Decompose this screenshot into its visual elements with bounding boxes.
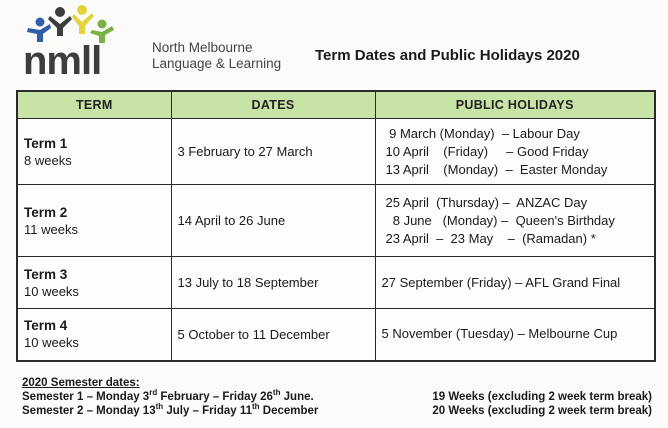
table-row (17, 309, 655, 361)
term-weeks: 11 weeks (24, 221, 78, 237)
dates-cell: 14 April to 26 June (171, 185, 375, 257)
term-weeks: 10 weeks (24, 335, 79, 351)
column-header-public-holidays: PUBLIC HOLIDAYS (375, 91, 655, 119)
dates-cell: 3 February to 27 March (171, 119, 375, 185)
page-header (0, 0, 668, 88)
nmll-logo (20, 4, 155, 76)
term-cell (17, 309, 171, 361)
holiday-entry: 23 April – 23 May – (Ramadan) * (385, 230, 596, 246)
holiday-entry: 13 April (Monday) – Easter Monday (385, 161, 608, 177)
semester-2-text-b: July – Friday 11 (163, 405, 253, 417)
semester-1-sup-1: rd (149, 388, 158, 398)
term-name: Term 2 (24, 204, 68, 220)
semester-1-weeks: 19 Weeks (excluding 2 week term break) (432, 391, 652, 403)
table-row (17, 185, 655, 257)
semester-2-row (22, 404, 652, 418)
term-name: Term 1 (24, 135, 68, 151)
holidays-cell (375, 185, 655, 257)
holiday-entry: 8 June (Monday) – Queen's Birthday (385, 212, 615, 228)
semester-1-text-b: February – Friday 26 (157, 391, 273, 403)
semester-1-text-a: Semester 1 – Monday 3 (22, 391, 150, 403)
term-cell (17, 119, 171, 185)
table-row (17, 257, 655, 309)
holiday-entry: 10 April (Friday) – Good Friday (385, 143, 589, 159)
semester-2-sup-2: th (252, 402, 260, 412)
semester-2-text-c: December (259, 405, 319, 417)
semester-2-weeks: 20 Weeks (excluding 2 week term break) (432, 405, 652, 417)
term-cell (17, 185, 171, 257)
semester-2-text-a: Semester 2 – Monday 13 (22, 405, 156, 417)
term-weeks: 10 weeks (24, 283, 79, 299)
table-row (17, 119, 655, 185)
table-header-row (17, 91, 655, 119)
holidays-cell (375, 309, 655, 361)
dates-cell: 13 July to 18 September (171, 257, 375, 309)
org-line-2: Language & Learning (152, 56, 282, 71)
people-figures-icon (27, 5, 114, 43)
semester-1-text-c: June. (280, 391, 314, 403)
term-name: Term 3 (24, 266, 68, 282)
semester-2-dates (22, 404, 318, 418)
dates-cell: 5 October to 11 December (171, 309, 375, 361)
column-header-term: TERM (17, 91, 171, 119)
holidays-cell (375, 119, 655, 185)
term-dates-table (16, 90, 656, 362)
holiday-entry: 27 September (Friday) – AFL Grand Final (381, 274, 621, 290)
holidays-cell (375, 257, 655, 309)
holiday-entry: 25 April (Thursday) – ANZAC Day (385, 194, 588, 210)
semester-1-row (22, 390, 652, 404)
organisation-name (152, 40, 281, 72)
column-header-dates: DATES (171, 91, 375, 119)
page-title: Term Dates and Public Holidays 2020 (315, 47, 580, 64)
logo-wordmark: nmll (23, 39, 102, 76)
semester-1-dates (22, 390, 314, 404)
term-name: Term 4 (24, 318, 68, 334)
semester-dates-heading: 2020 Semester dates: (22, 377, 140, 389)
semester-dates-footer (22, 376, 652, 418)
holiday-entry: 9 March (Monday) – Labour Day (385, 125, 580, 141)
term-cell (17, 257, 171, 309)
holiday-entry: 5 November (Tuesday) – Melbourne Cup (381, 326, 618, 342)
semester-1-sup-2: th (272, 388, 281, 398)
term-weeks: 8 weeks (24, 152, 72, 168)
org-line-1: North Melbourne (152, 40, 253, 55)
semester-2-sup-1: th (155, 402, 164, 412)
